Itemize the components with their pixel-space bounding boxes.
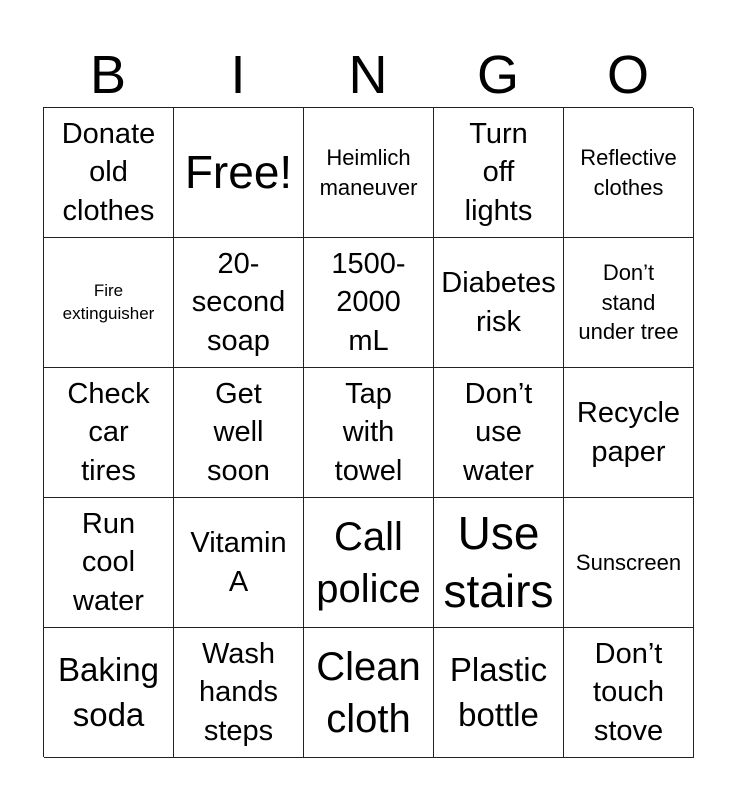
cell-label: Diabetes risk bbox=[441, 266, 556, 338]
bingo-cell-r1-c3[interactable] bbox=[304, 108, 434, 238]
bingo-cell-r3-c2[interactable] bbox=[174, 368, 304, 498]
cell-label: Call police bbox=[316, 514, 421, 611]
bingo-cell-r3-c5[interactable] bbox=[564, 368, 694, 498]
cell-label: Wash hands steps bbox=[198, 637, 278, 747]
bingo-cell-r5-c1[interactable] bbox=[44, 628, 174, 758]
cell-label: Run cool water bbox=[73, 507, 144, 617]
cell-label: Reflective clothes bbox=[580, 144, 677, 200]
cell-label: Don’t use water bbox=[463, 377, 534, 487]
free-space-label: Free! bbox=[184, 145, 293, 198]
header-letter-b: B bbox=[89, 45, 127, 105]
cell-label: Fire extinguisher bbox=[62, 280, 155, 323]
bingo-cell-free[interactable] bbox=[174, 108, 304, 238]
cell-label: Turn off lights bbox=[464, 117, 533, 227]
cell-label: Clean cloth bbox=[316, 644, 421, 741]
cell-label: Use stairs bbox=[443, 507, 554, 617]
cell-label: Vitamin A bbox=[190, 526, 287, 598]
cell-label: Heimlich maneuver bbox=[319, 144, 418, 200]
cell-label: Donate old clothes bbox=[61, 117, 156, 227]
cell-label: Sunscreen bbox=[575, 549, 682, 575]
bingo-cell-r2-c3[interactable] bbox=[304, 238, 434, 368]
bingo-cell-r5-c2[interactable] bbox=[174, 628, 304, 758]
bingo-cell-r4-c4[interactable] bbox=[434, 498, 564, 628]
cell-label: Recycle paper bbox=[576, 396, 681, 468]
bingo-cell-r3-c1[interactable] bbox=[44, 368, 174, 498]
cell-label: Don’t touch stove bbox=[593, 637, 664, 747]
bingo-cell-r2-c5[interactable] bbox=[564, 238, 694, 368]
cell-label: 1500- 2000 mL bbox=[331, 247, 406, 357]
bingo-board bbox=[43, 107, 693, 757]
cell-label: Plastic bottle bbox=[449, 650, 548, 733]
cell-label: 20- second soap bbox=[191, 247, 286, 357]
cell-label: Baking soda bbox=[58, 650, 159, 733]
bingo-cell-r5-c4[interactable] bbox=[434, 628, 564, 758]
header-letter-i: I bbox=[230, 45, 246, 105]
bingo-cell-r1-c1[interactable] bbox=[44, 108, 174, 238]
cell-label: Don’t stand under tree bbox=[578, 259, 679, 345]
bingo-cell-r4-c1[interactable] bbox=[44, 498, 174, 628]
bingo-cell-r1-c4[interactable] bbox=[434, 108, 564, 238]
bingo-cell-r5-c3[interactable] bbox=[304, 628, 434, 758]
header-letter-g: G bbox=[476, 45, 519, 105]
bingo-header bbox=[43, 44, 693, 106]
bingo-cell-r2-c1[interactable] bbox=[44, 238, 174, 368]
bingo-cell-r2-c4[interactable] bbox=[434, 238, 564, 368]
cell-label: Get well soon bbox=[207, 377, 270, 487]
bingo-cell-r2-c2[interactable] bbox=[174, 238, 304, 368]
bingo-cell-r4-c3[interactable] bbox=[304, 498, 434, 628]
bingo-cell-r3-c3[interactable] bbox=[304, 368, 434, 498]
bingo-cell-r3-c4[interactable] bbox=[434, 368, 564, 498]
cell-label: Tap with towel bbox=[334, 377, 403, 487]
bingo-cell-r1-c5[interactable] bbox=[564, 108, 694, 238]
bingo-cell-r4-c2[interactable] bbox=[174, 498, 304, 628]
header-letter-n: N bbox=[348, 45, 388, 105]
cell-label: Check car tires bbox=[67, 377, 150, 487]
header-letter-o: O bbox=[606, 45, 649, 105]
bingo-cell-r4-c5[interactable] bbox=[564, 498, 694, 628]
bingo-cell-r5-c5[interactable] bbox=[564, 628, 694, 758]
